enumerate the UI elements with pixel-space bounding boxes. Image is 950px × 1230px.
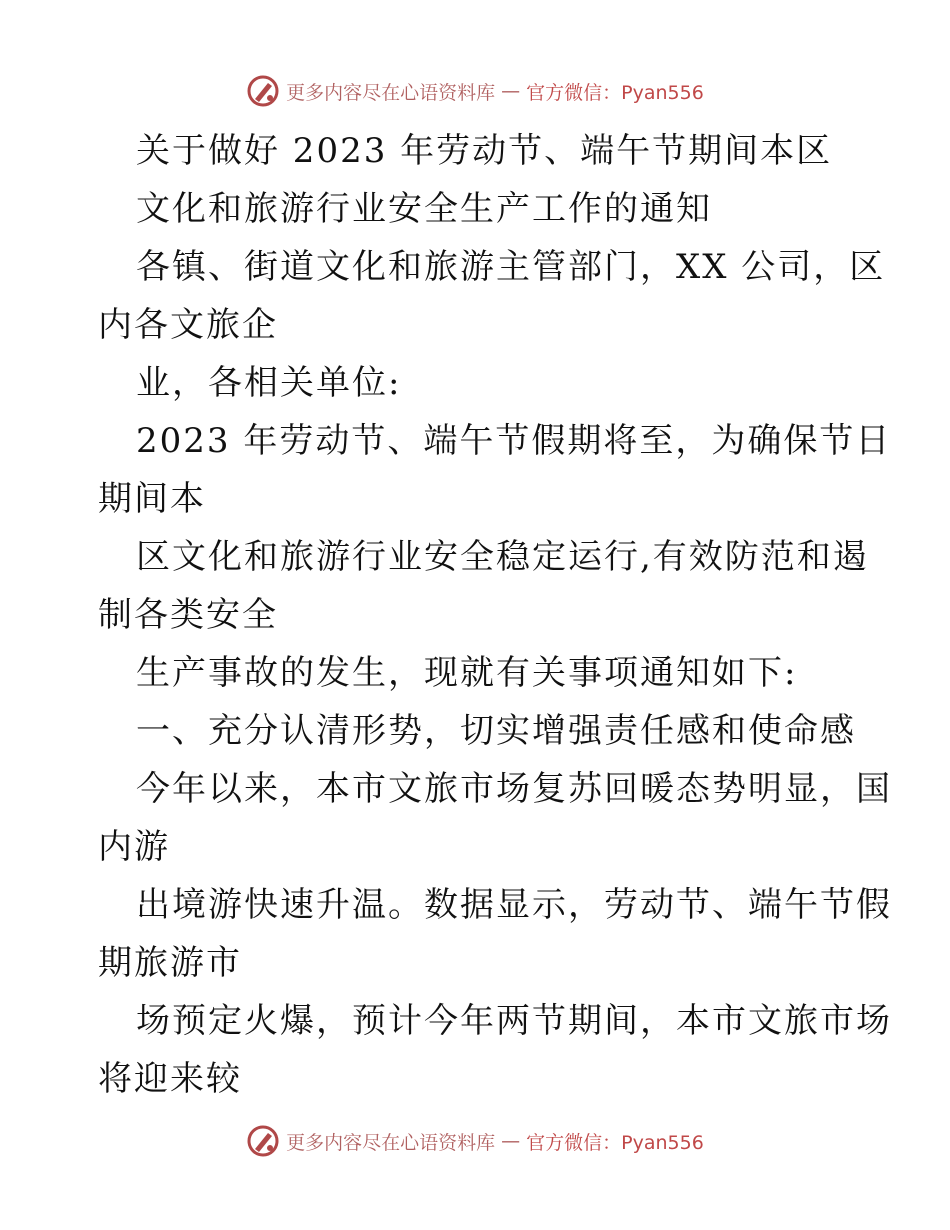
document-line: 一、充分认清形势，切实增强责任感和使命感 [136, 711, 856, 751]
document-line: 将迎来较 [98, 1059, 242, 1099]
document-line: 生产事故的发生，现就有关事项通知如下: [136, 653, 798, 693]
watermark-separator: — [501, 80, 521, 102]
document-line: 今年以来，本市文旅市场复苏回暖态势明显，国 [136, 769, 892, 809]
watermark-header [0, 74, 950, 108]
pen-circle-logo-icon [246, 1124, 280, 1158]
watermark-footer [0, 1124, 950, 1158]
watermark-separator: — [501, 1130, 521, 1152]
document-line: 期旅游市 [98, 943, 242, 983]
document-line: 场预定火爆，预计今年两节期间，本市文旅市场 [136, 1001, 892, 1041]
document-line: 各镇、街道文化和旅游主管部门，XX 公司，区 [136, 247, 886, 287]
document-line: 内各文旅企 [98, 305, 278, 345]
document-line: 2023 年劳动节、端午节假期将至，为确保节日 [136, 421, 892, 461]
document-line: 出境游快速升温。数据显示，劳动节、端午节假 [136, 885, 892, 925]
document-body [98, 122, 892, 1108]
document-line: 关于做好 2023 年劳动节、端午节期间本区 [136, 131, 833, 171]
document-line: 文化和旅游行业安全生产工作的通知 [136, 189, 712, 229]
watermark-wechat-text: 官方微信：Pyan556 [526, 1131, 704, 1154]
watermark-site-text: 更多内容尽在心语资料库 [286, 81, 496, 104]
watermark-site-text: 更多内容尽在心语资料库 [286, 1131, 496, 1154]
pen-circle-logo-icon [246, 74, 280, 108]
watermark-wechat-text: 官方微信：Pyan556 [526, 81, 704, 104]
document-line: 区文化和旅游行业安全稳定运行,有效防范和遏 [136, 537, 869, 577]
document-line: 内游 [98, 827, 170, 867]
document-line: 制各类安全 [98, 595, 278, 635]
document-line: 期间本 [98, 479, 206, 519]
document-line: 业，各相关单位: [136, 363, 402, 403]
